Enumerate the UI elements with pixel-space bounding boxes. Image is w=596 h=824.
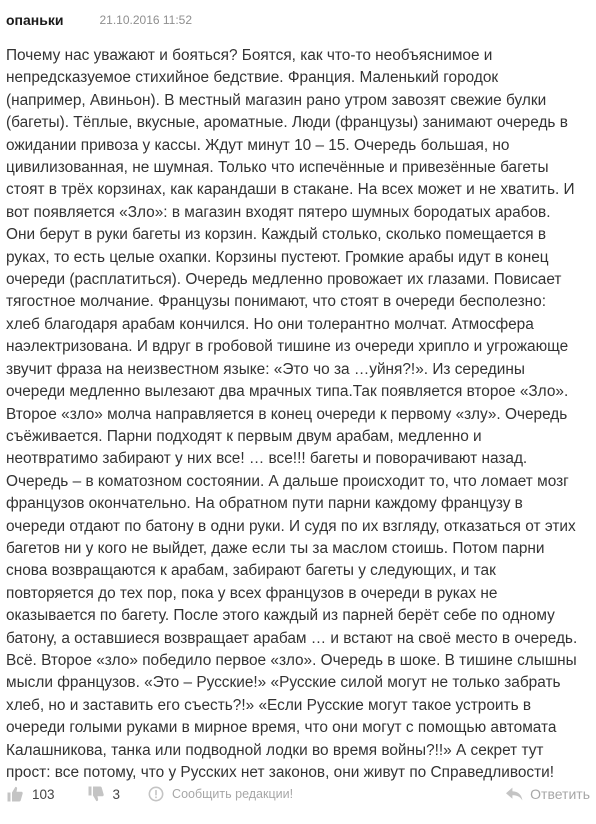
- comment-text-line: хлеб благодаря арабам кончился. Но они толерантно молчат. Атмосфера: [6, 315, 534, 333]
- comment-text-line: Почему нас уважают и бояться? Боятся, как что-то необъяснимое и: [6, 47, 493, 64]
- comment-text-line: неотвратимо забирают у них все! … все!!! багеты и поворачивают назад.: [6, 450, 528, 468]
- comment-text-line: Второе «зло» молча направляется в конец очереди к первому «злу». Очередь: [6, 405, 568, 423]
- comment-text-line: прост: все потому, что у Русских нет законов, они живут по Справедливости!: [6, 764, 555, 781]
- comment-text-line: хлеб, но и заставить его съесть?!» «Если Русские могут такое устроить в: [6, 696, 532, 714]
- comment-footer: [6, 781, 590, 807]
- comment-text-line: багетов ни у кого не выйдет, даже если ты за маслом стоишь. Потом парни: [6, 539, 545, 557]
- comment-text-line: ожидании привоза у кассы. Ждут минут 10 – 15. Очередь большая, но: [6, 136, 510, 154]
- comment-text-line: оказывается по багету. После этого каждый из парней берёт себе по одному: [6, 607, 555, 625]
- report-button[interactable]: [148, 786, 293, 802]
- comment-date: 21.10.2016 11:52: [99, 13, 193, 27]
- thumbs-up-icon: [6, 785, 24, 803]
- dislike-button[interactable]: [87, 785, 121, 803]
- comment-text-line: повторяется до тех пор, пока у всех французов в очереди в руках не: [6, 584, 498, 602]
- comment-text-line: очереди медленно вылезают два мрачных типа.Так появляется второе «Зло».: [6, 383, 569, 401]
- comment-text-line: стоят в трёх корзинах, как карандаши в стакане. На всех может и не хватить. И: [6, 181, 575, 199]
- comment-text-line: вот появляется «Зло»: в магазин входят пятеро шумных бородатых арабов.: [6, 203, 551, 221]
- comment-text-line: мысли французов. «Это – Русские!» «Русские силой могут не только забрать: [6, 674, 561, 692]
- dislike-count: 3: [112, 786, 121, 802]
- like-button[interactable]: [6, 785, 55, 803]
- reply-arrow-icon: [504, 786, 524, 802]
- comment-text-line: съёживается. Парни подходят к первым двум арабам, медленно и: [6, 427, 482, 445]
- warning-icon: [148, 786, 164, 802]
- comment-text-line: французов окончательно. На обратном пути парни каждому французу в: [6, 495, 523, 513]
- comment-text-line: Они берут в руки багеты из корзин. Каждый столько, сколько помещается в: [6, 226, 547, 244]
- comment-text-line: (например, Авиньон). В местный магазин рано утром завозят свежие булки: [6, 91, 547, 109]
- reply-button[interactable]: [504, 786, 590, 802]
- like-count: 103: [32, 786, 55, 802]
- comment-text-line: непредсказуемое стихийное бедствие. Франция. Маленький городок: [6, 69, 499, 87]
- comment-text-line: Калашникова, танка или подводной лодки во время войны?!!» А секрет тут: [6, 741, 544, 759]
- comment-text-line: батону, а оставшиеся возвращает арабам … и встают на своё место в очередь.: [6, 629, 578, 647]
- comment-header: [6, 10, 590, 30]
- comment-text-line: очереди (расплатиться). Очередь медленно провожает их глазами. Повисает: [6, 271, 562, 289]
- comment-text-line: тягостное молчание. Французы понимают, что стоят в очереди бесполезно:: [6, 293, 546, 311]
- comment-author[interactable]: опаньки: [6, 12, 64, 28]
- report-label: Сообщить редакции!: [172, 787, 294, 801]
- comment-text-line: очереди отдают по батону в одни руки. И судя по их взгляду, отказаться от этих: [6, 517, 576, 535]
- comment-text-line: очереди голыми руками в мирное время, что они могут с помощью автомата: [6, 719, 557, 737]
- comment-text-line: звучит фраза на неизвестном языке: «Это чо за …уйня?!». Из середины: [6, 360, 525, 378]
- thumbs-down-icon: [87, 785, 105, 803]
- reply-label: Ответить: [530, 786, 590, 802]
- comment-text-line: Всё. Второе «зло» победило первое «зло». Очередь в шоке. В тишине слышны: [6, 651, 577, 669]
- comment-text-line: руках, то есть целые охапки. Корзины пустеют. Громкие арабы идут в конец: [6, 248, 549, 266]
- comment-text-line: (багеты). Тёплые, вкусные, ароматные. Люди (французы) занимают очередь в: [6, 114, 568, 132]
- comment-text-line: наэлектризована. И вдруг в гробовой тишине из очереди хрипло и угрожающе: [6, 338, 569, 356]
- comment-text-line: Очередь – в коматозном состоянии. А дальше происходит то, что ломает мозг: [6, 472, 569, 490]
- comment-text-line: цивилизованная, не шумная. Только что испечённые и привезённые багеты: [6, 159, 549, 177]
- comment-body: [6, 45, 592, 784]
- comment-text-line: снова возвращаются к арабам, забирают багеты у следующих, и так: [6, 562, 496, 580]
